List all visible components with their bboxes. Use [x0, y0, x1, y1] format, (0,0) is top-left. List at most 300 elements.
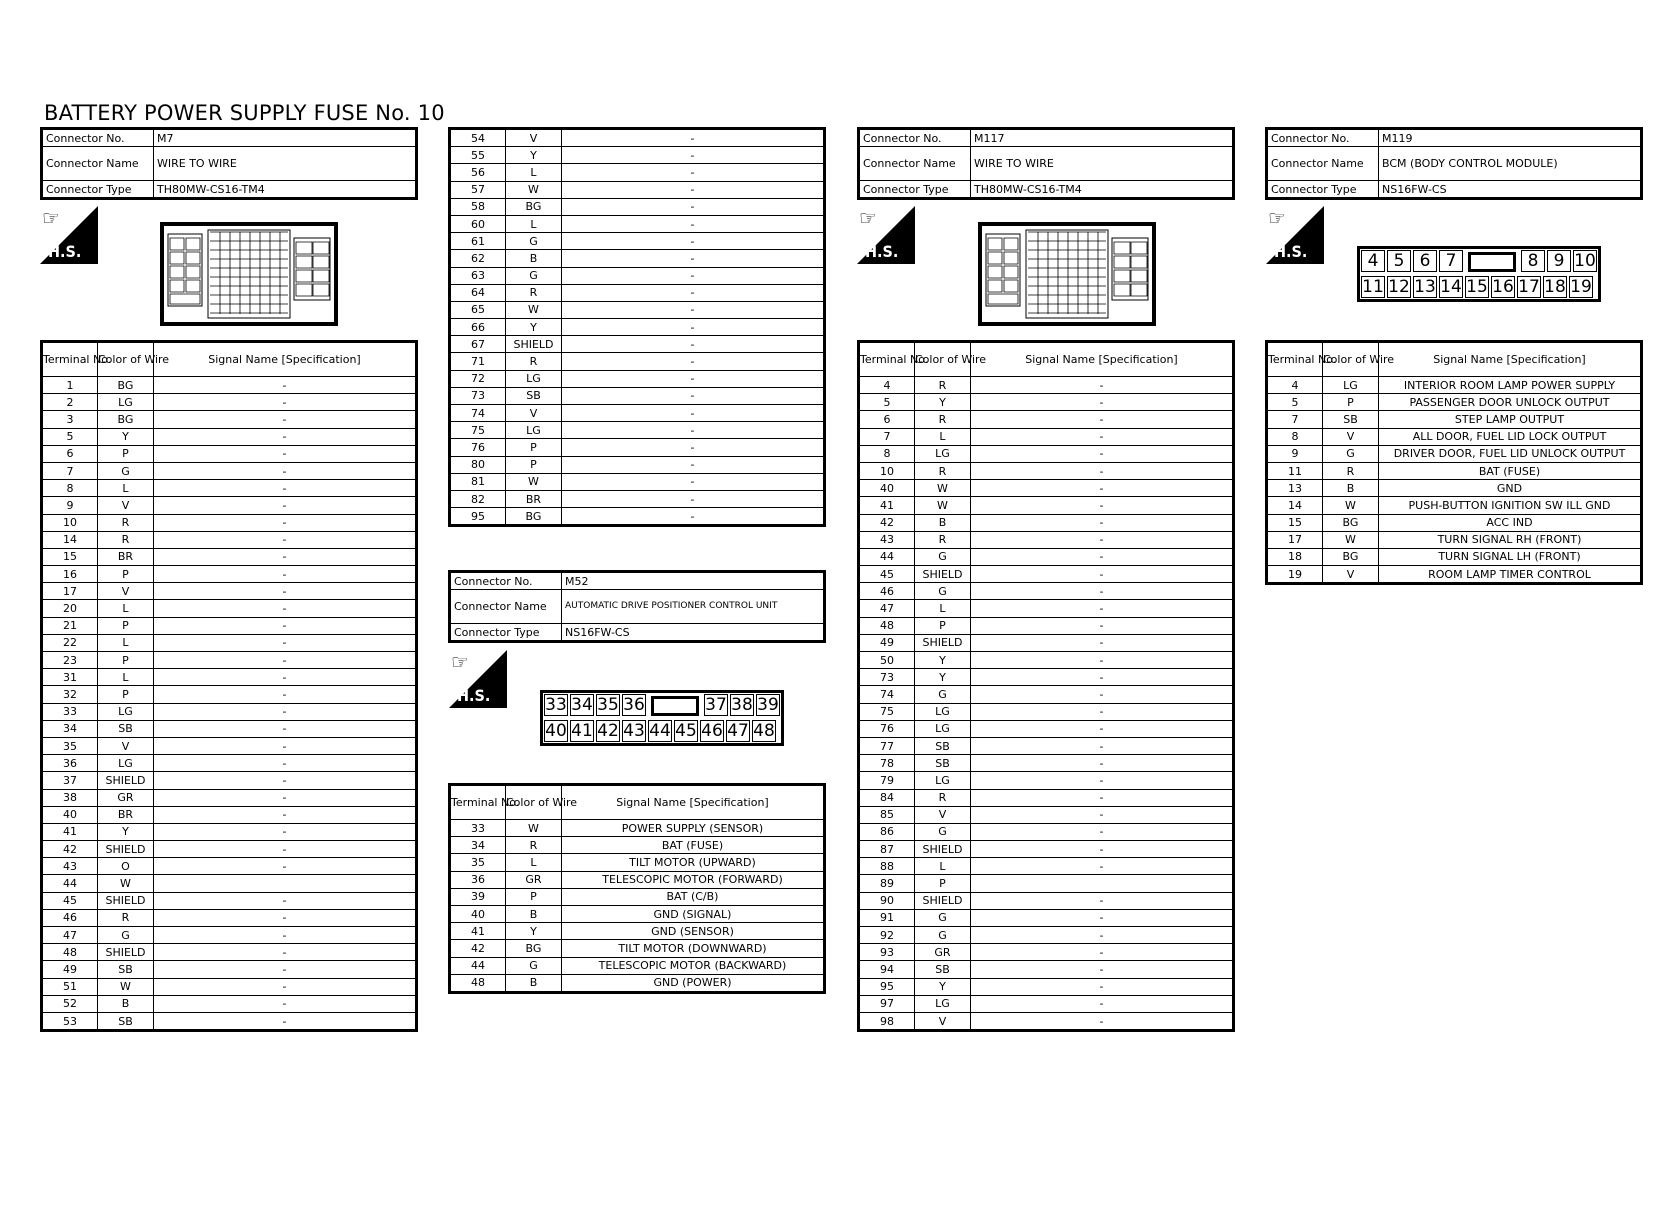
connector-type-value: TH80MW-CS16-TM4	[154, 181, 417, 199]
table-row	[1267, 548, 1642, 565]
terminal-no-cell: 46	[859, 583, 915, 600]
signal-name-cell: -	[154, 634, 417, 651]
signal-name-cell: -	[971, 823, 1234, 840]
signal-name-cell: -	[971, 480, 1234, 497]
wire-color-cell: G	[915, 686, 971, 703]
table-row	[1267, 445, 1642, 462]
wire-color-cell: Y	[98, 823, 154, 840]
table-row	[42, 823, 417, 840]
terminal-no-cell: 66	[450, 319, 506, 336]
terminal-no-cell: 61	[450, 233, 506, 250]
signal-name-cell: -	[971, 652, 1234, 669]
table-row	[450, 957, 825, 974]
signal-header: Signal Name [Specification]	[154, 342, 417, 377]
terminal-no-cell: 57	[450, 181, 506, 198]
table-row	[859, 909, 1234, 926]
wire-color-cell: R	[915, 411, 971, 428]
m7-pin-table	[40, 340, 418, 1032]
connector-m52-pinout	[540, 690, 784, 746]
signal-name-cell: -	[562, 267, 825, 284]
wire-color-cell: G	[1323, 445, 1379, 462]
signal-name-cell: -	[971, 531, 1234, 548]
signal-name-cell: GND (SIGNAL)	[562, 905, 825, 922]
connector-type-value: TH80MW-CS16-TM4	[971, 181, 1234, 199]
connector-m7-section	[40, 127, 418, 200]
signal-name-cell: -	[154, 462, 417, 479]
signal-name-cell: -	[154, 617, 417, 634]
wire-color-cell: V	[98, 737, 154, 754]
table-row	[450, 490, 825, 507]
signal-name-cell: -	[154, 394, 417, 411]
terminal-no-cell: 95	[859, 978, 915, 995]
wire-color-cell: P	[506, 888, 562, 905]
signal-name-cell: -	[154, 995, 417, 1012]
signal-name-cell: -	[154, 686, 417, 703]
signal-name-cell: PASSENGER DOOR UNLOCK OUTPUT	[1379, 394, 1642, 411]
table-row	[859, 944, 1234, 961]
signal-name-cell: INTERIOR ROOM LAMP POWER SUPPLY	[1379, 377, 1642, 394]
table-row	[859, 514, 1234, 531]
terminal-no-cell: 14	[1267, 497, 1323, 514]
table-row	[859, 806, 1234, 823]
pin-number: 37	[705, 695, 727, 715]
wire-color-cell: P	[98, 686, 154, 703]
signal-header: Signal Name [Specification]	[971, 342, 1234, 377]
terminal-no-header: Terminal No.	[1267, 342, 1323, 377]
signal-name-cell: -	[562, 284, 825, 301]
wire-color-cell: W	[506, 181, 562, 198]
signal-name-cell: -	[562, 370, 825, 387]
info-label: Connector Type	[859, 181, 971, 199]
wire-color-cell: W	[1323, 497, 1379, 514]
terminal-no-cell: 52	[42, 995, 98, 1012]
table-row	[42, 548, 417, 565]
signal-name-cell: -	[971, 789, 1234, 806]
signal-name-cell: -	[562, 405, 825, 422]
wire-color-cell: B	[506, 974, 562, 992]
terminal-no-cell: 41	[859, 497, 915, 514]
wire-color-cell: SB	[98, 961, 154, 978]
terminal-no-cell: 72	[450, 370, 506, 387]
table-row	[859, 480, 1234, 497]
signal-name-cell: -	[971, 600, 1234, 617]
terminal-no-cell: 42	[859, 514, 915, 531]
pin-number: 36	[623, 695, 645, 715]
signal-name-cell: -	[971, 686, 1234, 703]
terminal-no-cell: 93	[859, 944, 915, 961]
terminal-no-cell: 35	[450, 854, 506, 871]
terminal-no-cell: 5	[42, 428, 98, 445]
connector-m119-pinout	[1357, 246, 1601, 302]
table-row	[42, 377, 417, 394]
terminal-no-cell: 98	[859, 1012, 915, 1030]
terminal-no-cell: 91	[859, 909, 915, 926]
hs-label: H.S.	[48, 242, 82, 261]
wire-color-cell: G	[915, 927, 971, 944]
terminal-no-cell: 50	[859, 652, 915, 669]
signal-name-cell: -	[154, 531, 417, 548]
terminal-no-cell: 36	[42, 755, 98, 772]
signal-name-cell: -	[971, 841, 1234, 858]
wire-color-cell: Y	[915, 394, 971, 411]
signal-name-cell: -	[971, 411, 1234, 428]
table-row	[859, 617, 1234, 634]
terminal-no-cell: 6	[42, 445, 98, 462]
table-row	[859, 394, 1234, 411]
terminal-no-cell: 5	[859, 394, 915, 411]
table-row	[42, 669, 417, 686]
table-row	[859, 548, 1234, 565]
terminal-no-cell: 41	[450, 923, 506, 940]
signal-name-cell: -	[154, 583, 417, 600]
table-row	[450, 353, 825, 370]
wire-color-cell: SB	[915, 737, 971, 754]
table-row	[42, 858, 417, 875]
wire-color-cell: BG	[506, 940, 562, 957]
terminal-no-cell: 76	[450, 439, 506, 456]
table-row	[859, 703, 1234, 720]
wire-color-cell: P	[506, 439, 562, 456]
connector-name-value: WIRE TO WIRE	[154, 147, 417, 181]
signal-name-cell: -	[562, 181, 825, 198]
terminal-no-cell: 48	[859, 617, 915, 634]
wire-color-cell: G	[915, 909, 971, 926]
terminal-no-cell: 90	[859, 892, 915, 909]
signal-name-cell: -	[562, 473, 825, 490]
wire-color-cell: W	[915, 497, 971, 514]
connector-m117-diagram	[978, 222, 1156, 326]
connector-info-table	[1265, 127, 1643, 200]
terminal-no-cell: 39	[450, 888, 506, 905]
terminal-no-cell: 49	[859, 634, 915, 651]
terminal-no-cell: 10	[859, 462, 915, 479]
table-row	[450, 370, 825, 387]
terminal-no-cell: 94	[859, 961, 915, 978]
table-row	[42, 1012, 417, 1030]
table-row	[42, 566, 417, 583]
pin-number: 48	[753, 721, 775, 741]
wire-color-cell: W	[506, 473, 562, 490]
wire-color-cell: B	[98, 995, 154, 1012]
terminal-no-cell: 1	[42, 377, 98, 394]
terminal-no-cell: 73	[859, 669, 915, 686]
table-row	[450, 284, 825, 301]
table-row	[42, 394, 417, 411]
wire-color-cell: L	[915, 600, 971, 617]
terminal-no-cell: 8	[42, 480, 98, 497]
signal-name-cell: -	[562, 233, 825, 250]
pin-number: 15	[1466, 277, 1488, 297]
wire-color-cell: LG	[915, 445, 971, 462]
wire-color-cell: Y	[915, 669, 971, 686]
table-row	[450, 820, 825, 837]
terminal-no-cell: 45	[42, 892, 98, 909]
signal-name-cell: -	[562, 164, 825, 181]
wire-color-cell: LG	[98, 755, 154, 772]
terminal-no-cell: 45	[859, 566, 915, 583]
wire-color-cell: P	[98, 445, 154, 462]
wire-color-cell: R	[915, 789, 971, 806]
signal-name-cell: -	[971, 978, 1234, 995]
pin-number: 35	[597, 695, 619, 715]
table-row	[450, 888, 825, 905]
m119-pin-table	[1265, 340, 1643, 585]
table-row	[859, 634, 1234, 651]
signal-name-cell: -	[562, 215, 825, 232]
signal-name-cell: -	[971, 377, 1234, 394]
wire-color-cell: GR	[98, 789, 154, 806]
wire-color-cell: L	[506, 164, 562, 181]
wire-color-cell: LG	[98, 703, 154, 720]
hs-label: H.S.	[1274, 242, 1308, 261]
terminal-no-cell: 37	[42, 772, 98, 789]
terminal-no-cell: 36	[450, 871, 506, 888]
signal-header: Signal Name [Specification]	[562, 785, 825, 820]
terminal-no-cell: 17	[42, 583, 98, 600]
terminal-no-cell: 47	[859, 600, 915, 617]
info-label: Connector Type	[42, 181, 154, 199]
terminal-no-cell: 43	[42, 858, 98, 875]
signal-name-cell: -	[154, 737, 417, 754]
table-row	[450, 147, 825, 164]
terminal-no-cell: 58	[450, 198, 506, 215]
wire-color-cell: P	[506, 456, 562, 473]
wire-color-cell: R	[915, 462, 971, 479]
signal-name-cell: ACC IND	[1379, 514, 1642, 531]
wire-color-cell: W	[98, 875, 154, 892]
terminal-no-cell: 31	[42, 669, 98, 686]
table-row	[450, 439, 825, 456]
table-row	[450, 905, 825, 922]
table-row	[859, 961, 1234, 978]
hand-icon: ☞	[859, 206, 877, 230]
terminal-no-cell: 3	[42, 411, 98, 428]
signal-name-cell: STEP LAMP OUTPUT	[1379, 411, 1642, 428]
connector-m52-section	[448, 570, 826, 643]
pin-number: 44	[649, 721, 671, 741]
table-row	[1267, 531, 1642, 548]
table-row	[859, 652, 1234, 669]
table-row	[450, 974, 825, 992]
terminal-no-cell: 40	[450, 905, 506, 922]
wire-color-cell: SHIELD	[98, 841, 154, 858]
wire-color-cell: R	[98, 909, 154, 926]
terminal-no-cell: 16	[42, 566, 98, 583]
pin-number: 16	[1492, 277, 1514, 297]
wire-color-cell: V	[98, 583, 154, 600]
signal-name-cell: -	[154, 789, 417, 806]
wire-color-cell: V	[506, 405, 562, 422]
terminal-no-cell: 9	[42, 497, 98, 514]
connector-name-value: BCM (BODY CONTROL MODULE)	[1379, 147, 1642, 181]
wire-color-cell: SHIELD	[98, 944, 154, 961]
wire-color-cell: LG	[506, 370, 562, 387]
terminal-no-cell: 21	[42, 617, 98, 634]
table-row	[450, 422, 825, 439]
table-row	[42, 703, 417, 720]
pin-number: 13	[1414, 277, 1436, 297]
signal-name-cell: GND	[1379, 480, 1642, 497]
wire-color-cell: L	[506, 215, 562, 232]
terminal-no-cell: 40	[42, 806, 98, 823]
table-row	[859, 686, 1234, 703]
signal-name-cell: -	[562, 508, 825, 526]
wire-color-cell: Y	[915, 652, 971, 669]
signal-name-cell: -	[154, 566, 417, 583]
signal-name-cell: -	[562, 319, 825, 336]
table-row	[42, 634, 417, 651]
wire-color-cell: L	[915, 858, 971, 875]
connector-name-value: WIRE TO WIRE	[971, 147, 1234, 181]
terminal-no-cell: 54	[450, 129, 506, 147]
terminal-no-cell: 15	[42, 548, 98, 565]
table-row	[1267, 514, 1642, 531]
wire-color-cell: L	[98, 600, 154, 617]
table-row	[859, 789, 1234, 806]
terminal-no-cell: 4	[1267, 377, 1323, 394]
signal-name-cell: -	[971, 772, 1234, 789]
signal-name-cell: -	[562, 490, 825, 507]
signal-name-cell: -	[154, 548, 417, 565]
table-row	[450, 233, 825, 250]
terminal-no-cell: 92	[859, 927, 915, 944]
signal-name-cell: TURN SIGNAL LH (FRONT)	[1379, 548, 1642, 565]
wire-color-cell: Y	[506, 923, 562, 940]
wire-color-cell: G	[915, 823, 971, 840]
terminal-no-cell: 63	[450, 267, 506, 284]
color-header: Color of Wire	[506, 785, 562, 820]
pin-number: 38	[731, 695, 753, 715]
table-row	[42, 755, 417, 772]
signal-name-cell: -	[562, 456, 825, 473]
wire-color-cell: B	[1323, 480, 1379, 497]
signal-name-cell: -	[971, 995, 1234, 1012]
wire-color-cell: LG	[98, 394, 154, 411]
table-row	[1267, 428, 1642, 445]
terminal-no-cell: 67	[450, 336, 506, 353]
table-row	[1267, 497, 1642, 514]
table-row	[42, 944, 417, 961]
table-row	[1267, 566, 1642, 584]
m117-pin-table	[857, 340, 1235, 1032]
terminal-no-cell: 19	[1267, 566, 1323, 584]
signal-name-cell: BAT (C/B)	[562, 888, 825, 905]
wire-color-cell: P	[1323, 394, 1379, 411]
table-row	[450, 854, 825, 871]
table-row	[859, 737, 1234, 754]
signal-name-cell: -	[154, 858, 417, 875]
signal-name-cell: BAT (FUSE)	[1379, 462, 1642, 479]
pin-number: 14	[1440, 277, 1462, 297]
connector-info-table	[448, 570, 826, 643]
wire-color-cell: V	[915, 806, 971, 823]
pin-number: 45	[675, 721, 697, 741]
signal-name-cell: -	[971, 927, 1234, 944]
wire-color-cell: R	[506, 353, 562, 370]
pin-number: 4	[1361, 250, 1385, 272]
terminal-no-cell: 74	[859, 686, 915, 703]
wire-color-cell: Y	[915, 978, 971, 995]
terminal-no-cell: 51	[42, 978, 98, 995]
signal-name-cell: -	[154, 497, 417, 514]
wire-color-cell: LG	[506, 422, 562, 439]
wire-color-cell: G	[915, 548, 971, 565]
signal-name-cell: -	[154, 377, 417, 394]
connector-info-table	[857, 127, 1235, 200]
table-row	[1267, 411, 1642, 428]
terminal-no-cell: 76	[859, 720, 915, 737]
wire-color-cell: SHIELD	[915, 892, 971, 909]
terminal-no-cell: 89	[859, 875, 915, 892]
info-label: Connector No.	[42, 129, 154, 147]
table-row	[42, 583, 417, 600]
signal-name-cell: -	[971, 634, 1234, 651]
connector-latch	[651, 696, 699, 716]
pin-number: 40	[545, 721, 567, 741]
wire-color-cell: W	[1323, 531, 1379, 548]
hand-icon: ☞	[1268, 206, 1286, 230]
connector-no-value: M52	[562, 572, 825, 590]
terminal-no-cell: 97	[859, 995, 915, 1012]
wire-color-cell: G	[915, 583, 971, 600]
table-row	[42, 445, 417, 462]
table-row	[450, 215, 825, 232]
signal-name-cell: -	[154, 961, 417, 978]
signal-name-cell: -	[971, 497, 1234, 514]
table-row	[450, 267, 825, 284]
wire-color-cell: B	[506, 250, 562, 267]
wire-color-cell: SB	[1323, 411, 1379, 428]
terminal-no-cell: 95	[450, 508, 506, 526]
wire-color-cell: V	[1323, 566, 1379, 584]
terminal-no-cell: 53	[42, 1012, 98, 1030]
wire-color-cell: LG	[915, 720, 971, 737]
terminal-no-cell: 6	[859, 411, 915, 428]
m52-pin-table	[448, 783, 826, 994]
info-label: Connector No.	[1267, 129, 1379, 147]
table-row	[450, 508, 825, 526]
wire-color-cell: P	[98, 652, 154, 669]
signal-name-cell: -	[154, 944, 417, 961]
terminal-no-cell: 75	[450, 422, 506, 439]
terminal-no-cell: 73	[450, 387, 506, 404]
wire-color-cell: W	[506, 301, 562, 318]
connector-info-table	[40, 127, 418, 200]
table-row	[42, 514, 417, 531]
signal-name-cell: PUSH-BUTTON IGNITION SW ILL GND	[1379, 497, 1642, 514]
wire-color-cell: SHIELD	[98, 892, 154, 909]
wire-color-cell: P	[98, 617, 154, 634]
signal-name-cell: -	[154, 841, 417, 858]
terminal-no-cell: 40	[859, 480, 915, 497]
info-label: Connector No.	[450, 572, 562, 590]
signal-name-cell: -	[154, 1012, 417, 1030]
pin-number: 6	[1413, 250, 1437, 272]
table-row	[1267, 462, 1642, 479]
wire-color-cell: V	[1323, 428, 1379, 445]
wire-color-cell: SHIELD	[98, 772, 154, 789]
table-row	[450, 129, 825, 147]
hs-icon	[40, 206, 98, 264]
pin-number: 34	[571, 695, 593, 715]
wire-color-cell: Y	[98, 428, 154, 445]
terminal-no-cell: 42	[42, 841, 98, 858]
wire-color-cell: SB	[506, 387, 562, 404]
signal-name-cell: -	[154, 720, 417, 737]
wire-color-cell: L	[506, 854, 562, 871]
terminal-no-cell: 80	[450, 456, 506, 473]
color-header: Color of Wire	[1323, 342, 1379, 377]
